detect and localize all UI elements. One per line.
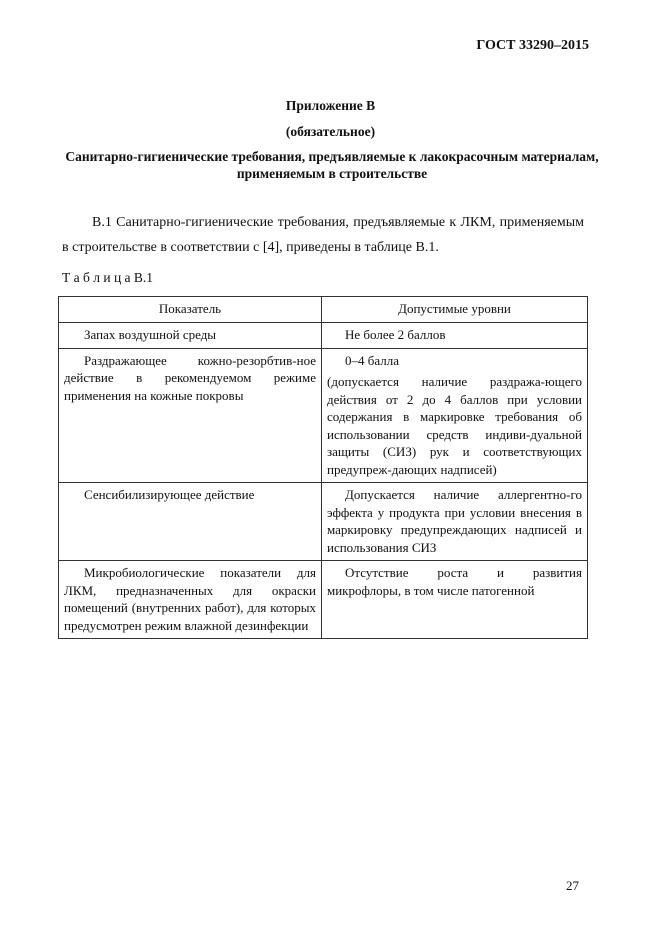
level-cell [322, 323, 588, 349]
appendix-subject: Санитарно-гигиенические требования, предъявляемые к лакокрасочным материалам, применяемым в строительстве [65, 149, 599, 181]
column-header-indicator: Показатель [59, 297, 322, 323]
indicator-cell: Микробиологические показатели для ЛКМ, предназначенных для окраски помещений (внутренних работ), для которых предусмотрен режим влажной дезинфекции [59, 561, 322, 639]
table-header-row [59, 297, 588, 323]
level-value: Отсутствие роста и развития микрофлоры, в том числе патогенной [327, 565, 582, 598]
level-value: 0–4 балла [345, 352, 399, 368]
level-cell [322, 348, 588, 483]
page-number: 27 [566, 878, 579, 893]
indicator-cell: Сенсибилизирующее действие [59, 483, 322, 561]
appendix-title: Приложение В [285, 98, 376, 113]
level-value: Допускается наличие аллергентно-го эффекта у продукта при условии внесения в маркировку предупреждающих надписей и использования СИЗ [327, 487, 582, 555]
level-cell [322, 561, 588, 639]
level-cell [322, 483, 588, 561]
table-row [59, 483, 588, 561]
indicator-cell: Раздражающее кожно-резорбтив-ное действие в рекомендуемом режиме применения на кожные покровы [59, 348, 322, 483]
intro-paragraph: В.1 Санитарно-гигиенические требования, предъявляемые к ЛКМ, применяемым в строительстве в соответствии с [4], приведены в таблице В.1. [62, 215, 584, 255]
table-row [59, 323, 588, 349]
table-caption: Т а б л и ц а В.1 [62, 270, 154, 285]
level-value: Не более 2 баллов [345, 327, 446, 342]
appendix-type: (обязательное) [285, 124, 376, 139]
table-row [59, 348, 588, 483]
standard-code: ГОСТ 33290–2015 [476, 38, 589, 53]
table-row [59, 561, 588, 639]
requirements-table [58, 296, 588, 639]
indicator-cell: Запах воздушной среды [59, 323, 322, 349]
level-note: (допускается наличие раздража-ющего действия от 2 до 4 баллов при условии содержания в маркировке требования об использовании средств индиви-дуальной защиты (СИЗ) рук и соответствующих предупреж-дающих надписей) [327, 374, 582, 477]
column-header-levels: Допустимые уровни [322, 297, 588, 323]
